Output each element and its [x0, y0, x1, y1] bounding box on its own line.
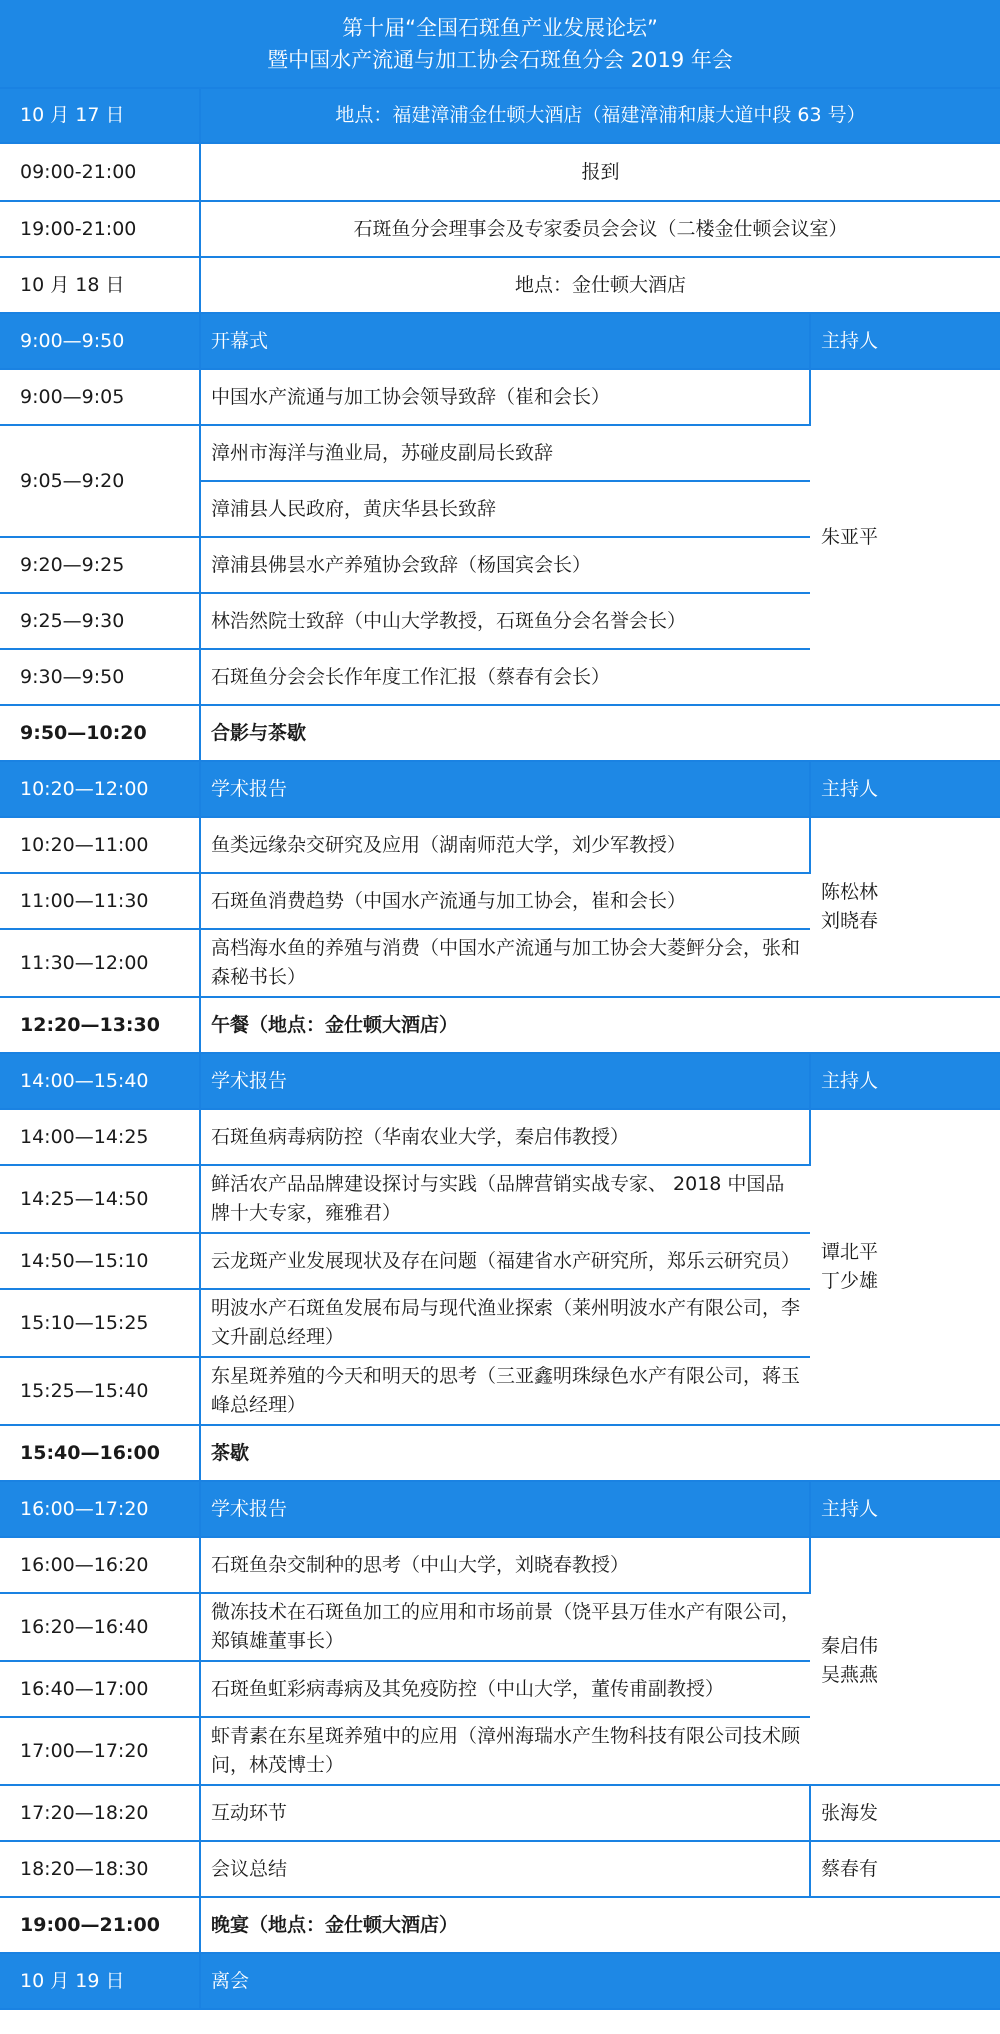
event-cell: 鲜活农产品品牌建设探讨与实践（品牌营销实战专家、 2018 中国品牌十大专家，雍雅君）: [200, 1165, 810, 1233]
event-cell: 合影与茶歇: [200, 705, 1000, 761]
time-cell: 9:25—9:30: [0, 593, 200, 649]
time-cell: 16:20—16:40: [0, 1593, 200, 1661]
time-cell: 11:30—12:00: [0, 929, 200, 997]
time-cell: 9:30—9:50: [0, 649, 200, 705]
time-cell: 9:50—10:20: [0, 705, 200, 761]
time-cell: 15:25—15:40: [0, 1357, 200, 1425]
event-cell: 报到: [200, 143, 1000, 201]
event-cell: 离会: [200, 1953, 1000, 2009]
event-cell: 鱼类远缘杂交研究及应用（湖南师范大学，刘少军教授）: [200, 817, 810, 873]
time-cell: 14:00—14:25: [0, 1109, 200, 1165]
time-cell: 9:05—9:20: [0, 425, 200, 537]
event-cell: 石斑鱼杂交制种的思考（中山大学，刘晓春教授）: [200, 1537, 810, 1593]
event-cell: 茶歇: [200, 1425, 1000, 1481]
break-row: [0, 1425, 1000, 1481]
date-row: [0, 257, 1000, 313]
event-cell: 漳州市海洋与渔业局，苏碰皮副局长致辞: [200, 425, 810, 481]
event-cell: 会议总结: [200, 1841, 810, 1897]
table-row: [0, 369, 1000, 425]
host-cell: 秦启伟 吴燕燕: [810, 1537, 1000, 1785]
time-cell: 16:00—16:20: [0, 1537, 200, 1593]
break-row: [0, 997, 1000, 1053]
section-header-row: [0, 313, 1000, 369]
title-line-1: 第十届“全国石斑鱼产业发展论坛”: [342, 15, 658, 40]
event-cell: 晚宴（地点：金仕顿大酒店）: [200, 1897, 1000, 1953]
event-cell: 东星斑养殖的今天和明天的思考（三亚鑫明珠绿色水产有限公司，蒋玉峰总经理）: [200, 1357, 810, 1425]
time-cell: 15:40—16:00: [0, 1425, 200, 1481]
event-cell: 林浩然院士致辞（中山大学教授，石斑鱼分会名誉会长）: [200, 593, 810, 649]
host-cell: 陈松林 刘晓春: [810, 817, 1000, 997]
title-row: [0, 0, 1000, 88]
host-header: 主持人: [810, 1053, 1000, 1109]
break-row: [0, 705, 1000, 761]
host-cell: 蔡春有: [810, 1841, 1000, 1897]
title-line-2: 暨中国水产流通与加工协会石斑鱼分会 2019 年会: [267, 47, 733, 72]
time-cell: 9:00—9:50: [0, 313, 200, 369]
section-title: 学术报告: [200, 1053, 810, 1109]
table-row: [0, 1785, 1000, 1841]
section-header-row: [0, 1481, 1000, 1537]
time-cell: 12:20—13:30: [0, 997, 200, 1053]
table-row: [0, 1841, 1000, 1897]
time-cell: 09:00-21:00: [0, 143, 200, 201]
time-cell: 9:00—9:05: [0, 369, 200, 425]
host-header: 主持人: [810, 1481, 1000, 1537]
time-cell: 19:00-21:00: [0, 201, 200, 257]
host-header: 主持人: [810, 761, 1000, 817]
event-cell: 石斑鱼分会理事会及专家委员会会议（二楼金仕顿会议室）: [200, 201, 1000, 257]
time-cell: 17:00—17:20: [0, 1717, 200, 1785]
event-cell: 石斑鱼病毒病防控（华南农业大学，秦启伟教授）: [200, 1109, 810, 1165]
time-cell: 16:00—17:20: [0, 1481, 200, 1537]
table-row: [0, 1537, 1000, 1593]
time-cell: 14:50—15:10: [0, 1233, 200, 1289]
date-cell: 10 月 18 日: [0, 257, 200, 313]
time-cell: 17:20—18:20: [0, 1785, 200, 1841]
event-cell: 高档海水鱼的养殖与消费（中国水产流通与加工协会大菱鲆分会，张和森秘书长）: [200, 929, 810, 997]
event-cell: 午餐（地点：金仕顿大酒店）: [200, 997, 1000, 1053]
event-cell: 中国水产流通与加工协会领导致辞（崔和会长）: [200, 369, 810, 425]
event-cell: 石斑鱼分会会长作年度工作汇报（蔡春有会长）: [200, 649, 810, 705]
event-cell: 明波水产石斑鱼发展布局与现代渔业探索（莱州明波水产有限公司，李文升副总经理）: [200, 1289, 810, 1357]
event-cell: 石斑鱼虹彩病毒病及其免疫防控（中山大学，董传甫副教授）: [200, 1661, 810, 1717]
section-title: 学术报告: [200, 1481, 810, 1537]
time-cell: 14:00—15:40: [0, 1053, 200, 1109]
table-row: [0, 143, 1000, 201]
date-cell: 10 月 17 日: [0, 88, 200, 143]
host-cell: 朱亚平: [810, 369, 1000, 705]
time-cell: 19:00—21:00: [0, 1897, 200, 1953]
section-title: 开幕式: [200, 313, 810, 369]
time-cell: 18:20—18:30: [0, 1841, 200, 1897]
event-cell: 石斑鱼消费趋势（中国水产流通与加工协会，崔和会长）: [200, 873, 810, 929]
section-title: 学术报告: [200, 761, 810, 817]
table-row: [0, 817, 1000, 873]
time-cell: 15:10—15:25: [0, 1289, 200, 1357]
event-cell: 云龙斑产业发展现状及存在问题（福建省水产研究所，郑乐云研究员）: [200, 1233, 810, 1289]
date-cell: 10 月 19 日: [0, 1953, 200, 2009]
venue-cell: 地点：福建漳浦金仕顿大酒店（福建漳浦和康大道中段 63 号）: [200, 88, 1000, 143]
event-cell: 漳浦县佛昙水产养殖协会致辞（杨国宾会长）: [200, 537, 810, 593]
section-header-row: [0, 1053, 1000, 1109]
time-cell: 14:25—14:50: [0, 1165, 200, 1233]
host-cell: 谭北平 丁少雄: [810, 1109, 1000, 1425]
venue-cell: 地点：金仕顿大酒店: [200, 257, 1000, 313]
host-header: 主持人: [810, 313, 1000, 369]
event-cell: 微冻技术在石斑鱼加工的应用和市场前景（饶平县万佳水产有限公司，郑镇雄董事长）: [200, 1593, 810, 1661]
time-cell: 10:20—12:00: [0, 761, 200, 817]
time-cell: 11:00—11:30: [0, 873, 200, 929]
host-cell: 张海发: [810, 1785, 1000, 1841]
time-cell: 9:20—9:25: [0, 537, 200, 593]
table-row: [0, 201, 1000, 257]
table-row: [0, 1109, 1000, 1165]
event-cell: 虾青素在东星斑养殖中的应用（漳州海瑞水产生物科技有限公司技术顾问，林茂博士）: [200, 1717, 810, 1785]
time-cell: 10:20—11:00: [0, 817, 200, 873]
break-row: [0, 1897, 1000, 1953]
section-header-row: [0, 761, 1000, 817]
event-cell: 互动环节: [200, 1785, 810, 1841]
date-row: [0, 1953, 1000, 2009]
date-row: [0, 88, 1000, 143]
page-title: [0, 0, 1000, 88]
event-cell: 漳浦县人民政府，黄庆华县长致辞: [200, 481, 810, 537]
time-cell: 16:40—17:00: [0, 1661, 200, 1717]
